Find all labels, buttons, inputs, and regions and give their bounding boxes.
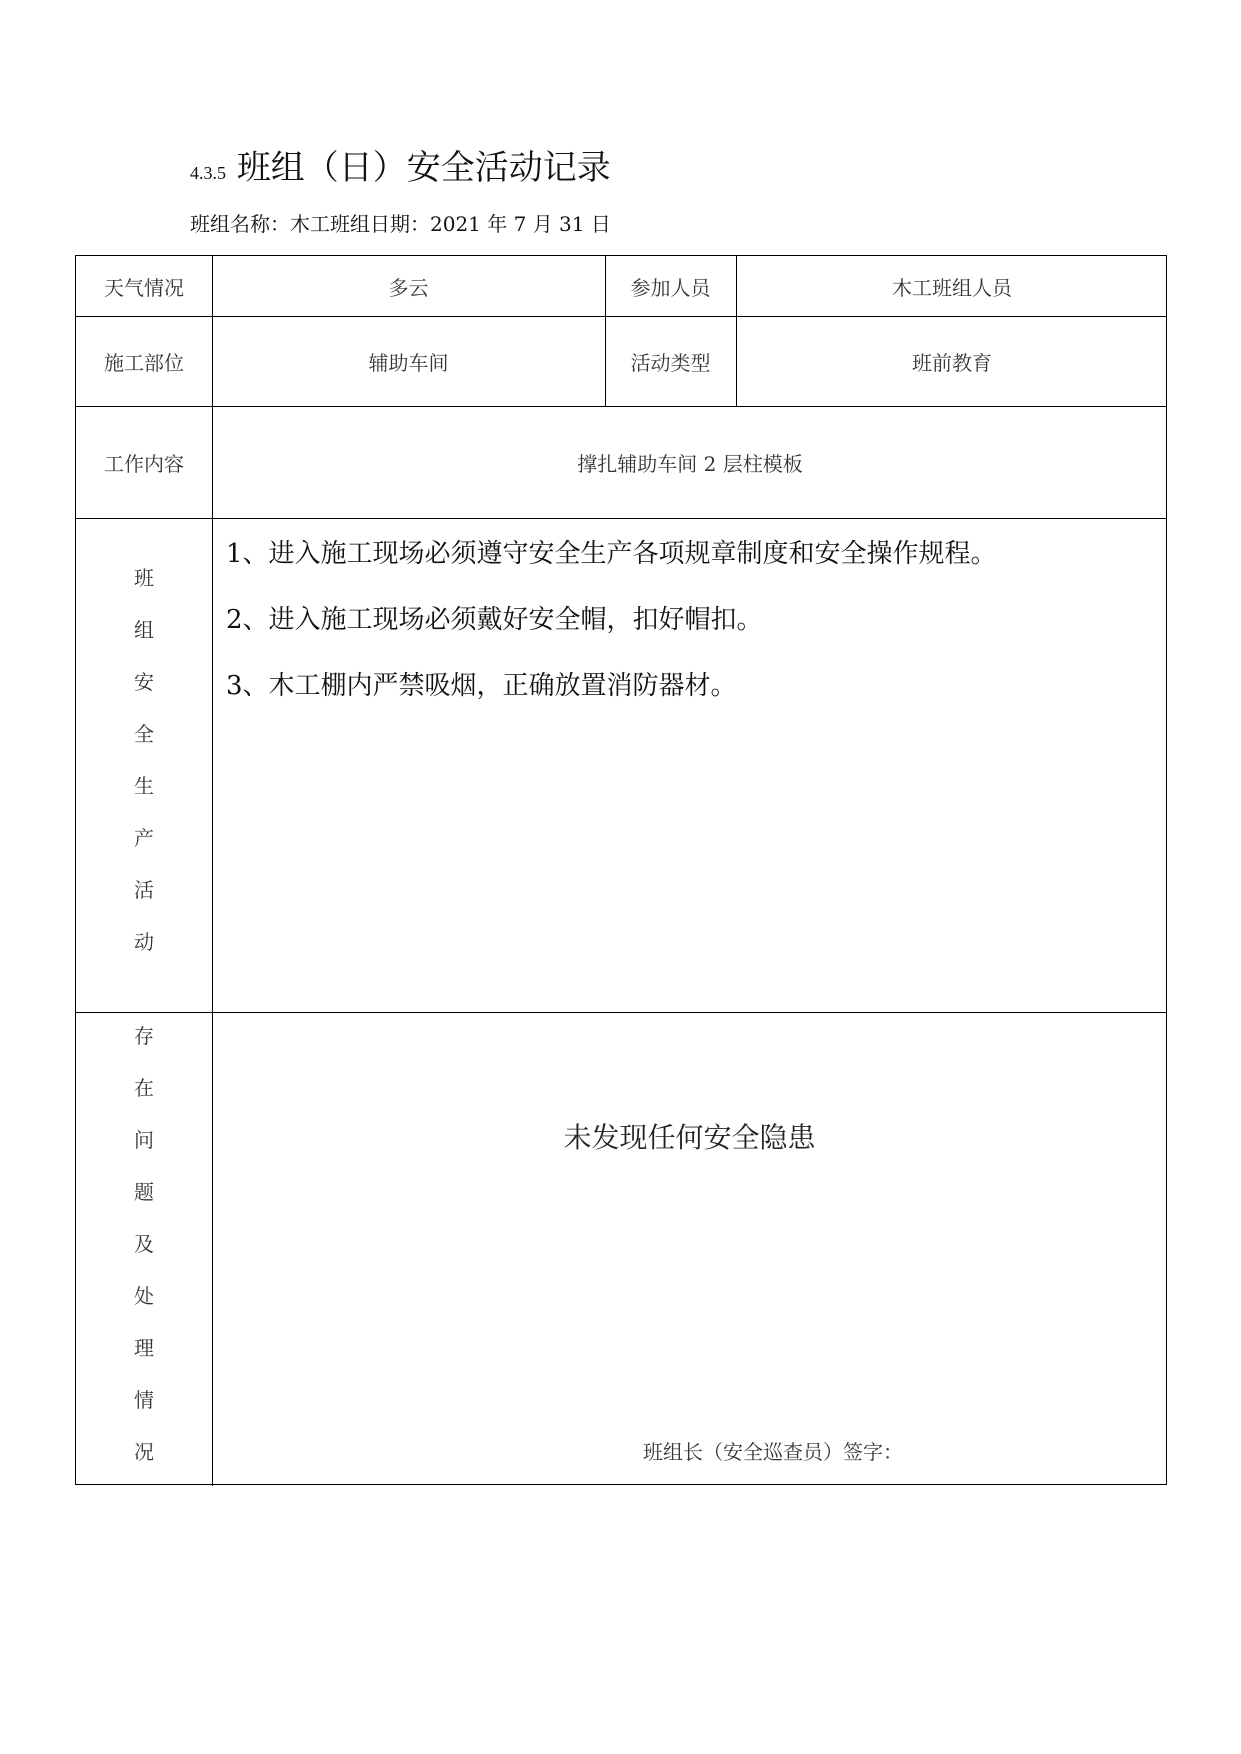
activity-type-value: 班前教育 <box>912 350 992 375</box>
work-content-value: 撑扎辅助车间 2 层柱模板 <box>577 451 803 476</box>
label-char: 况 <box>134 1440 154 1464</box>
safety-rule-item: 1、进入施工现场必须遵守安全生产各项规章制度和安全操作规程。 <box>226 539 997 569</box>
safety-rule-item: 3、木工棚内严禁吸烟，正确放置消防器材。 <box>226 671 737 701</box>
label-char: 生 <box>134 774 154 798</box>
participants-label: 参加人员 <box>630 275 711 300</box>
row-divider <box>76 518 1166 519</box>
label-char: 动 <box>134 930 154 954</box>
activity-type-label: 活动类型 <box>630 350 711 375</box>
issues-value: 未发现任何安全隐患 <box>563 1121 816 1154</box>
weather-value: 多云 <box>388 275 429 300</box>
location-label: 施工部位 <box>104 350 184 375</box>
label-char: 问 <box>134 1128 154 1152</box>
participants-value: 木工班组人员 <box>892 275 1012 300</box>
team-date-line: 班组名称：木工班组日期：2021 年 7 月 31 日 <box>190 212 611 236</box>
work-content-label: 工作内容 <box>104 451 184 476</box>
label-char: 理 <box>134 1336 154 1360</box>
label-char: 产 <box>134 826 154 850</box>
title-text: 班组（日）安全活动记录 <box>236 148 611 188</box>
label-char: 安 <box>134 670 154 694</box>
safety-activity-label <box>76 552 212 968</box>
row-divider <box>76 1012 1166 1013</box>
issues-label <box>76 1010 212 1478</box>
weather-label: 天气情况 <box>104 275 184 300</box>
label-char: 活 <box>134 878 154 902</box>
location-value: 辅助车间 <box>368 350 449 375</box>
section-number: 4.3.5 <box>190 163 226 183</box>
activity-record-table <box>75 255 1167 1485</box>
page-title <box>190 146 611 195</box>
label-char: 情 <box>134 1388 154 1412</box>
label-char: 全 <box>134 722 154 746</box>
safety-rule-item: 2、进入施工现场必须戴好安全帽，扣好帽扣。 <box>226 605 763 635</box>
label-char: 存 <box>134 1024 154 1048</box>
label-char: 在 <box>134 1076 154 1100</box>
label-char: 班 <box>134 566 154 590</box>
label-char: 题 <box>134 1180 154 1204</box>
label-char: 组 <box>134 618 154 642</box>
signature-label: 班组长（安全巡查员）签字： <box>643 1440 903 1464</box>
label-char: 及 <box>134 1232 154 1256</box>
label-char: 处 <box>134 1284 154 1308</box>
